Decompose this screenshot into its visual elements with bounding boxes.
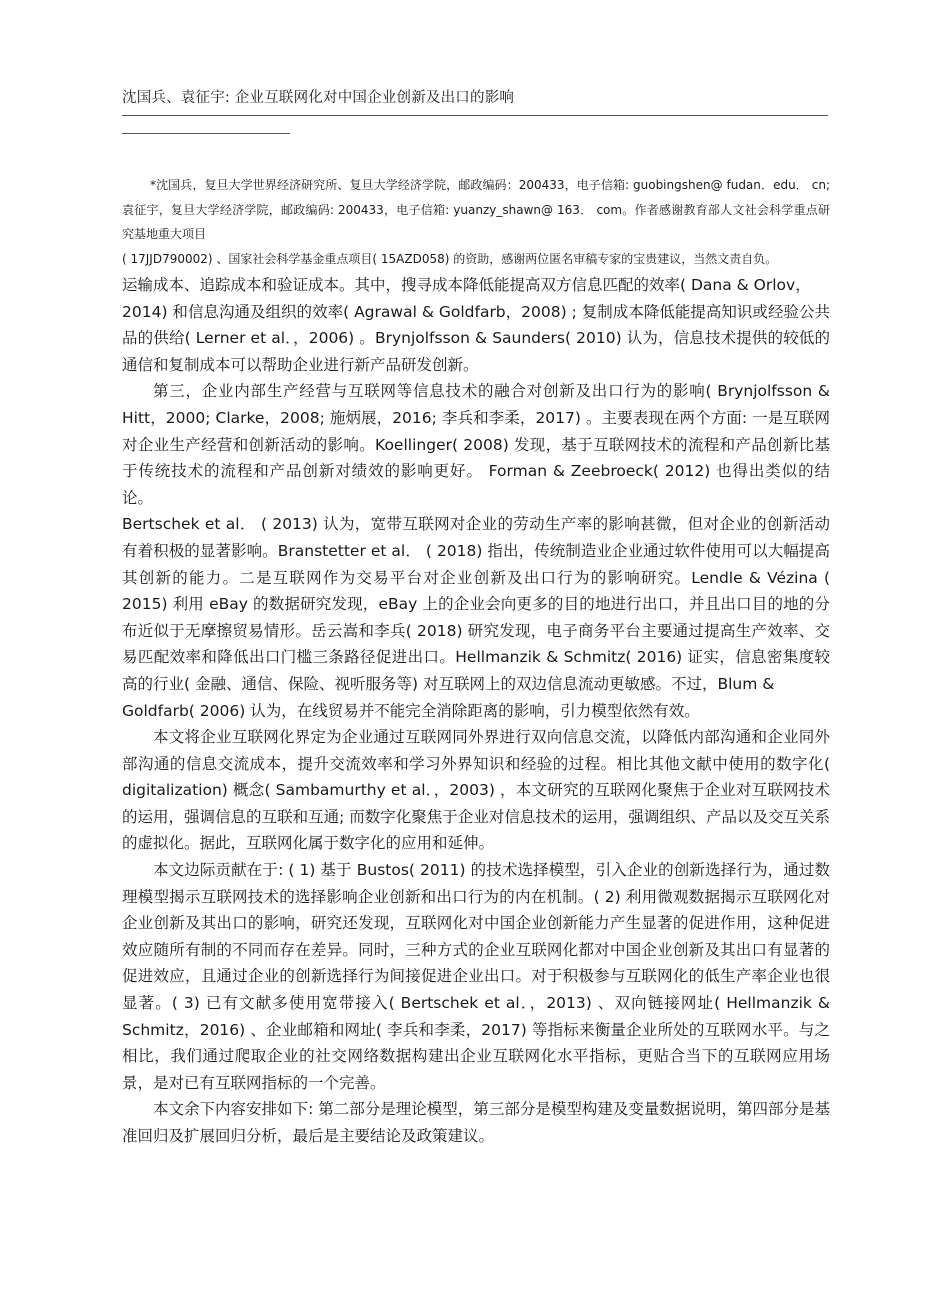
footnote-separator (122, 133, 290, 134)
paragraph: 本文边际贡献在于: ( 1) 基于 Bustos( 2011) 的技术选择模型，引入企业的创新选择行为，通过数理模型揭示互联网技术的选择影响企业创新和出口行为的内在机制。( 2) 利用微观数据揭示互联网化对企业创新及其出口的影响，研究还发现，互联网化对中国企业创新能力产生显著的促进作用，这种促进效应随所有制的不同而存在差异。同时，三种方式的企业互联网化都对中国企业创新及其出口有显著的促进效应，且通过企业的创新选择行为间接促进企业出口。对于积极参与互联网化的低生产率企业也很显著。( 3) 已有文献多使用宽带接入( Bertschek et al．，2013) 、双向链接网址( Hellmanzik & Schmitz，2016) 、企业邮箱和网址( 李兵和李柔，2017) 等指标来衡量企业所处的互联网水平。与之相比，我们通过爬取企业的社交网络数据构建出企业互联网化水平指标，更贴合当下的互联网应用场景，是对已有互联网指标的一个完善。 (122, 861, 830, 1092)
running-head-title: 沈国兵、袁征宇: 企业互联网化对中国企业创新及出口的影响 (122, 90, 515, 106)
paragraph: Goldfarb( 2006) 认为，在线贸易并不能完全消除距离的影响，引力模型依然有效。 (122, 701, 700, 720)
footnote-line: ( 17JJD790002) 、国家社会科学基金重点项目( 15AZD058) 的资助，感谢两位匿名审稿专家的宝贵建议，当然文责自负。 (122, 251, 778, 266)
footnote-line: *沈国兵，复旦大学世界经济研究所、复旦大学经济学院，邮政编码：200433，电子信箱: guobingshen@ fudan．edu． cn; 袁征宇，复旦大学经济学院，邮政编码: 200433，电子信箱: yuanzy_shawn@ 163． com。作者感谢教育部人文社会科学重点研究基地重大项目 (122, 178, 830, 241)
paragraph: Bertschek et al． ( 2013) 认为，宽带互联网对企业的劳动生产率的影响甚微，但对企业的创新活动有着积极的显著影响。Branstetter et al． ( 2018) 指出，传统制造业企业通过软件使用可以大幅提高其创新的能力。二是互联网作为交易平台对企业创新及出口行为的影响研究。Lendle & Vézina ( 2015) 利用 eBay 的数据研究发现，eBay 上的企业会向更多的目的地进行出口，并且出口目的地的分布近似于无摩擦贸易情形。岳云嵩和李兵( 2018) 研究发现，电子商务平台主要通过提高生产效率、交易匹配效率和降低出口门槛三条路径促进出口。Hellmanzik & Schmitz( 2016) 证实，信息密集度较高的行业( 金融、通信、保险、视听服务等) 对互联网上的双边信息流动更敏感。不过，Blum & (122, 515, 830, 693)
paragraph: 2014) 和信息沟通及组织的效率( Agrawal & Goldfarb，2008) ; 复制成本降低能提高知识或经验公共品的供给( Lerner et al．，2006) 。Brynjolfsson & Saunders( 2010) 认为，信息技术提供的较低的通信和复制成本可以帮助企业进行新产品研发创新。 (122, 302, 830, 374)
paragraph: 本文将企业互联网化界定为企业通过互联网同外界进行双向信息交流，以降低内部沟通和企业同外部沟通的信息交流成本，提升交流效率和学习外界知识和经验的过程。相比其他文献中使用的数字化( digitalization) 概念( Sambamurthy et al．，2003) ，本文研究的互联网化聚焦于企业对互联网技术的运用，强调信息的互联和互通; 而数字化聚焦于企业对信息技术的运用，强调组织、产品以及交互关系的虚拟化。据此，互联网化属于数字化的应用和延伸。 (122, 728, 830, 853)
paragraph: 本文余下内容安排如下: 第二部分是理论模型，第三部分是模型构建及变量数据说明，第四部分是基准回归及扩展回归分析，最后是主要结论及政策建议。 (122, 1100, 830, 1145)
paragraph: 第三，企业内部生产经营与互联网等信息技术的融合对创新及出口行为的影响( Brynjolfsson & Hitt，2000; Clarke，2008; 施炳展，2016; 李兵和李柔，2017) 。主要表现在两个方面: 一是互联网对企业生产经营和创新活动的影响。Koellinger( 2008) 发现，基于互联网技术的流程和产品创新比基于传统技术的流程和产品创新对绩效的影响更好。 Forman & Zeebroeck( 2012) 也得出类似的结论。 (122, 382, 830, 507)
paragraph: 运输成本、追踪成本和验证成本。其中，搜寻成本降低能提高双方信息匹配的效率( Dana & Orlov， (122, 276, 811, 294)
body-text (122, 272, 830, 1150)
header-rule (122, 115, 828, 116)
author-footnote (122, 173, 830, 271)
